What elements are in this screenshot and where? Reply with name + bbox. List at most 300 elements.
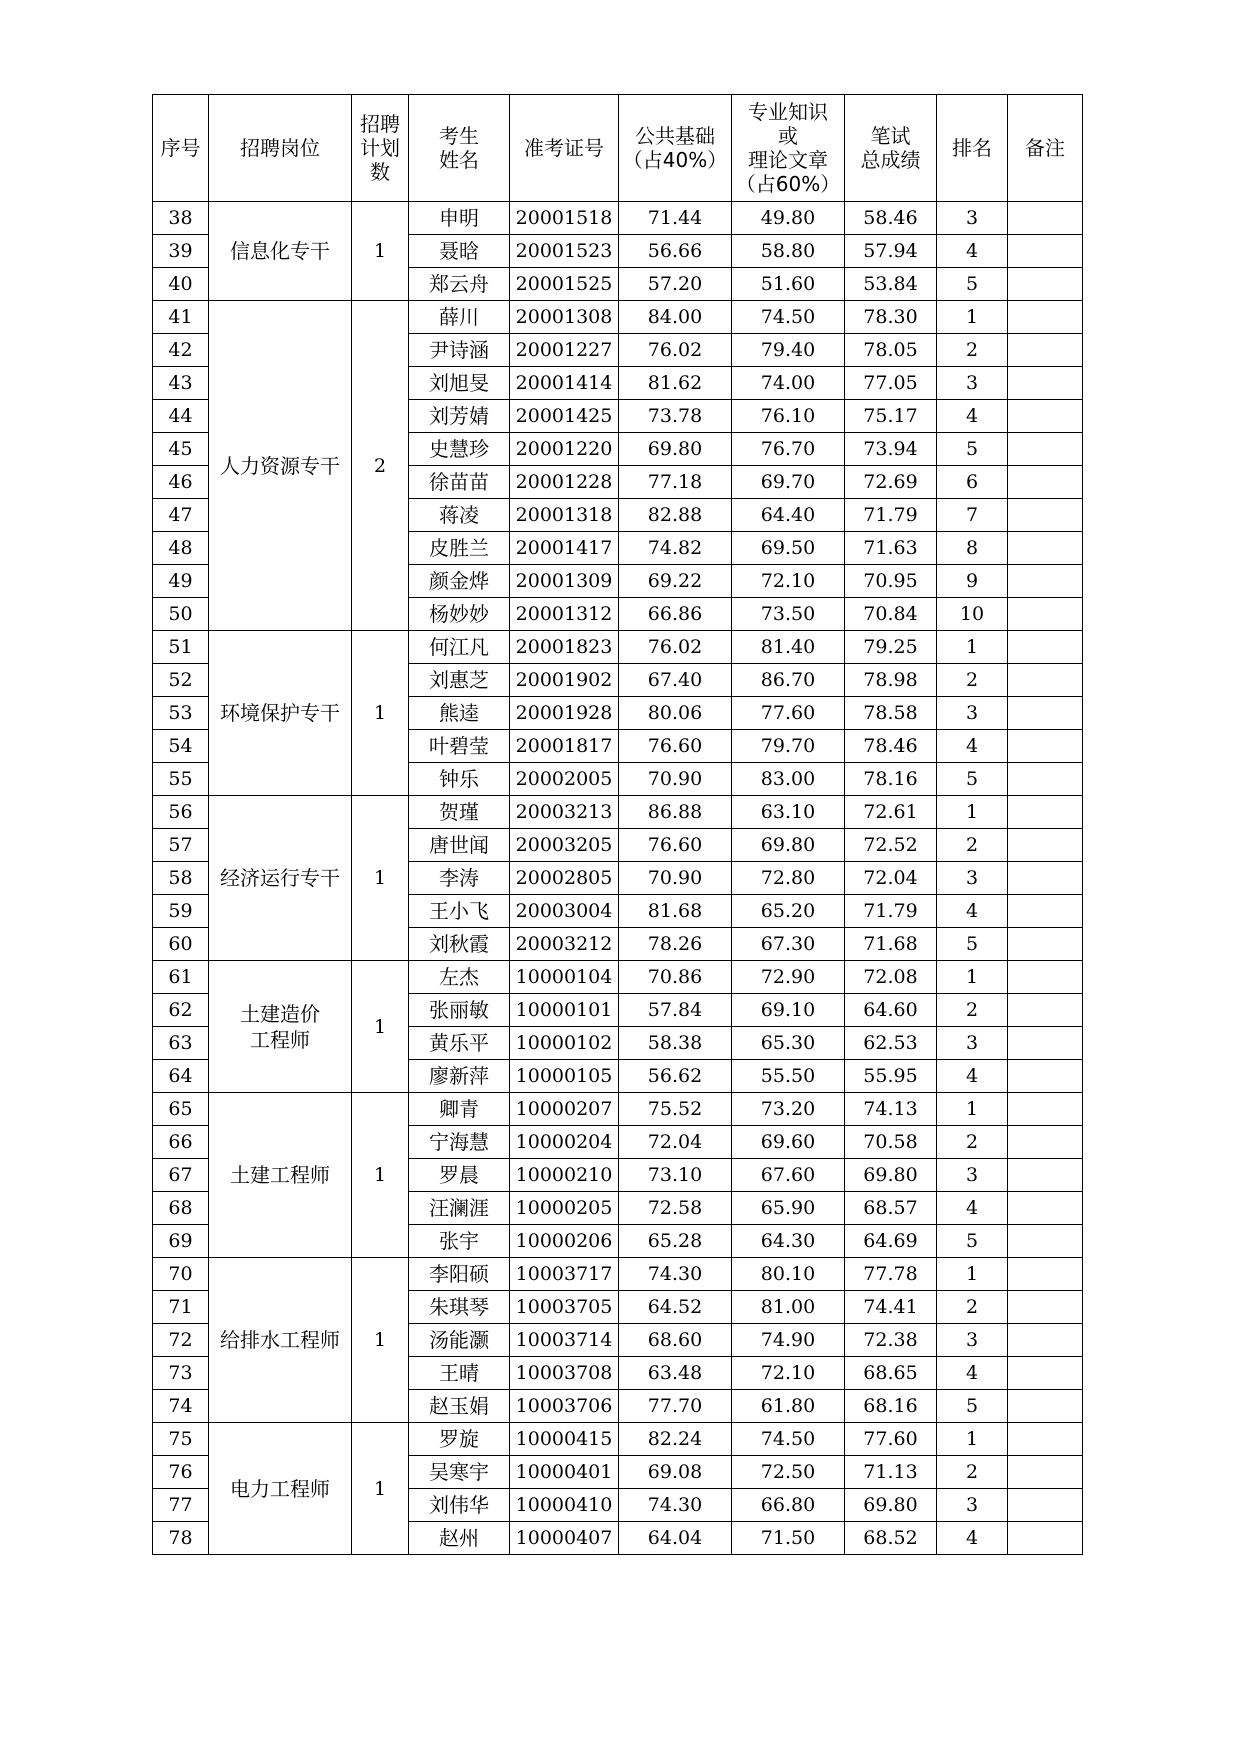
cell-total: 53.84 — [845, 268, 937, 301]
cell-professional: 49.80 — [732, 202, 845, 235]
cell-rank: 5 — [937, 268, 1008, 301]
cell-post: 环境保护专干 — [209, 631, 352, 796]
cell-rank: 4 — [937, 895, 1008, 928]
cell-name: 李涛 — [409, 862, 510, 895]
cell-seq: 51 — [153, 631, 209, 664]
cell-name: 叶碧莹 — [409, 730, 510, 763]
cell-professional: 65.90 — [732, 1192, 845, 1225]
cell-name: 罗旋 — [409, 1423, 510, 1456]
cell-ticket: 10003706 — [510, 1390, 619, 1423]
cell-total: 78.16 — [845, 763, 937, 796]
header-total: 笔试 总成绩 — [845, 95, 937, 202]
cell-remark — [1008, 532, 1083, 565]
cell-remark — [1008, 1225, 1083, 1258]
cell-professional: 81.40 — [732, 631, 845, 664]
table-row — [153, 1258, 1083, 1291]
cell-ticket: 20001928 — [510, 697, 619, 730]
cell-rank: 4 — [937, 1192, 1008, 1225]
cell-name: 刘伟华 — [409, 1489, 510, 1522]
cell-total: 72.04 — [845, 862, 937, 895]
cell-plan: 1 — [352, 1093, 409, 1258]
cell-seq: 55 — [153, 763, 209, 796]
cell-name: 刘芳婧 — [409, 400, 510, 433]
cell-professional: 55.50 — [732, 1060, 845, 1093]
cell-rank: 5 — [937, 763, 1008, 796]
cell-seq: 74 — [153, 1390, 209, 1423]
cell-public: 72.58 — [619, 1192, 732, 1225]
cell-total: 70.58 — [845, 1126, 937, 1159]
cell-total: 71.13 — [845, 1456, 937, 1489]
cell-remark — [1008, 433, 1083, 466]
cell-total: 72.61 — [845, 796, 937, 829]
cell-rank: 2 — [937, 994, 1008, 1027]
cell-name: 尹诗涵 — [409, 334, 510, 367]
cell-seq: 57 — [153, 829, 209, 862]
cell-remark — [1008, 1126, 1083, 1159]
score-table-body — [153, 202, 1083, 1555]
cell-ticket: 10000101 — [510, 994, 619, 1027]
cell-ticket: 10000206 — [510, 1225, 619, 1258]
cell-professional: 71.50 — [732, 1522, 845, 1555]
cell-remark — [1008, 697, 1083, 730]
cell-professional: 69.80 — [732, 829, 845, 862]
cell-rank: 4 — [937, 235, 1008, 268]
cell-plan: 1 — [352, 631, 409, 796]
cell-remark — [1008, 862, 1083, 895]
cell-rank: 2 — [937, 829, 1008, 862]
cell-public: 72.04 — [619, 1126, 732, 1159]
cell-name: 王晴 — [409, 1357, 510, 1390]
cell-rank: 2 — [937, 1456, 1008, 1489]
cell-rank: 8 — [937, 532, 1008, 565]
cell-rank: 3 — [937, 202, 1008, 235]
cell-ticket: 20001318 — [510, 499, 619, 532]
cell-remark — [1008, 1159, 1083, 1192]
cell-remark — [1008, 1324, 1083, 1357]
cell-remark — [1008, 598, 1083, 631]
cell-total: 78.05 — [845, 334, 937, 367]
cell-seq: 68 — [153, 1192, 209, 1225]
cell-total: 69.80 — [845, 1489, 937, 1522]
cell-seq: 76 — [153, 1456, 209, 1489]
cell-seq: 70 — [153, 1258, 209, 1291]
cell-total: 69.80 — [845, 1159, 937, 1192]
cell-seq: 59 — [153, 895, 209, 928]
cell-name: 徐苗苗 — [409, 466, 510, 499]
cell-public: 84.00 — [619, 301, 732, 334]
cell-rank: 9 — [937, 565, 1008, 598]
cell-rank: 1 — [937, 796, 1008, 829]
cell-public: 64.52 — [619, 1291, 732, 1324]
header-ticket: 准考证号 — [510, 95, 619, 202]
cell-remark — [1008, 565, 1083, 598]
header-seq: 序号 — [153, 95, 209, 202]
cell-professional: 76.10 — [732, 400, 845, 433]
cell-remark — [1008, 1060, 1083, 1093]
score-table — [152, 94, 1083, 1555]
cell-remark — [1008, 334, 1083, 367]
cell-total: 72.08 — [845, 961, 937, 994]
cell-total: 70.84 — [845, 598, 937, 631]
cell-seq: 65 — [153, 1093, 209, 1126]
score-table-page — [152, 94, 1083, 1555]
cell-name: 宁海慧 — [409, 1126, 510, 1159]
cell-rank: 10 — [937, 598, 1008, 631]
cell-public: 82.88 — [619, 499, 732, 532]
cell-ticket: 20001414 — [510, 367, 619, 400]
cell-ticket: 10000204 — [510, 1126, 619, 1159]
cell-name: 刘旭旻 — [409, 367, 510, 400]
cell-total: 78.58 — [845, 697, 937, 730]
cell-public: 76.02 — [619, 631, 732, 664]
cell-total: 78.46 — [845, 730, 937, 763]
cell-professional: 72.90 — [732, 961, 845, 994]
cell-public: 63.48 — [619, 1357, 732, 1390]
cell-remark — [1008, 1489, 1083, 1522]
cell-post: 人力资源专干 — [209, 301, 352, 631]
cell-professional: 74.50 — [732, 1423, 845, 1456]
cell-seq: 47 — [153, 499, 209, 532]
cell-ticket: 20001523 — [510, 235, 619, 268]
header-row — [153, 95, 1083, 202]
cell-plan: 1 — [352, 1258, 409, 1423]
cell-public: 71.44 — [619, 202, 732, 235]
cell-seq: 69 — [153, 1225, 209, 1258]
cell-seq: 41 — [153, 301, 209, 334]
cell-public: 65.28 — [619, 1225, 732, 1258]
cell-rank: 2 — [937, 1126, 1008, 1159]
cell-rank: 5 — [937, 1225, 1008, 1258]
cell-professional: 63.10 — [732, 796, 845, 829]
cell-remark — [1008, 928, 1083, 961]
cell-rank: 4 — [937, 1060, 1008, 1093]
cell-public: 69.08 — [619, 1456, 732, 1489]
cell-professional: 64.30 — [732, 1225, 845, 1258]
cell-public: 57.84 — [619, 994, 732, 1027]
cell-ticket: 20001220 — [510, 433, 619, 466]
cell-rank: 5 — [937, 433, 1008, 466]
cell-public: 81.62 — [619, 367, 732, 400]
cell-rank: 1 — [937, 961, 1008, 994]
cell-rank: 7 — [937, 499, 1008, 532]
cell-name: 王小飞 — [409, 895, 510, 928]
cell-name: 唐世闻 — [409, 829, 510, 862]
cell-total: 74.41 — [845, 1291, 937, 1324]
cell-name: 张宇 — [409, 1225, 510, 1258]
cell-seq: 39 — [153, 235, 209, 268]
cell-seq: 38 — [153, 202, 209, 235]
cell-remark — [1008, 235, 1083, 268]
table-row — [153, 202, 1083, 235]
cell-total: 68.52 — [845, 1522, 937, 1555]
cell-professional: 79.70 — [732, 730, 845, 763]
cell-public: 68.60 — [619, 1324, 732, 1357]
cell-public: 56.62 — [619, 1060, 732, 1093]
cell-professional: 73.50 — [732, 598, 845, 631]
cell-remark — [1008, 994, 1083, 1027]
cell-ticket: 20001417 — [510, 532, 619, 565]
cell-post: 经济运行专干 — [209, 796, 352, 961]
cell-total: 78.30 — [845, 301, 937, 334]
cell-total: 55.95 — [845, 1060, 937, 1093]
cell-public: 78.26 — [619, 928, 732, 961]
cell-professional: 65.30 — [732, 1027, 845, 1060]
cell-rank: 5 — [937, 1390, 1008, 1423]
cell-post: 信息化专干 — [209, 202, 352, 301]
cell-ticket: 20001309 — [510, 565, 619, 598]
cell-remark — [1008, 796, 1083, 829]
cell-remark — [1008, 631, 1083, 664]
cell-name: 李阳硕 — [409, 1258, 510, 1291]
cell-professional: 67.60 — [732, 1159, 845, 1192]
cell-name: 朱琪琴 — [409, 1291, 510, 1324]
cell-seq: 43 — [153, 367, 209, 400]
cell-rank: 1 — [937, 1093, 1008, 1126]
cell-rank: 3 — [937, 1489, 1008, 1522]
cell-ticket: 20003004 — [510, 895, 619, 928]
cell-public: 81.68 — [619, 895, 732, 928]
cell-professional: 74.90 — [732, 1324, 845, 1357]
header-remark: 备注 — [1008, 95, 1083, 202]
cell-seq: 42 — [153, 334, 209, 367]
cell-ticket: 10003705 — [510, 1291, 619, 1324]
cell-rank: 3 — [937, 367, 1008, 400]
cell-total: 73.94 — [845, 433, 937, 466]
cell-total: 77.05 — [845, 367, 937, 400]
cell-professional: 69.70 — [732, 466, 845, 499]
cell-name: 钟乐 — [409, 763, 510, 796]
cell-public: 69.80 — [619, 433, 732, 466]
cell-name: 刘惠芝 — [409, 664, 510, 697]
cell-seq: 46 — [153, 466, 209, 499]
cell-seq: 44 — [153, 400, 209, 433]
cell-seq: 61 — [153, 961, 209, 994]
cell-seq: 52 — [153, 664, 209, 697]
cell-seq: 78 — [153, 1522, 209, 1555]
cell-remark — [1008, 1522, 1083, 1555]
cell-remark — [1008, 1258, 1083, 1291]
cell-name: 熊逵 — [409, 697, 510, 730]
cell-public: 57.20 — [619, 268, 732, 301]
cell-public: 64.04 — [619, 1522, 732, 1555]
cell-ticket: 10000401 — [510, 1456, 619, 1489]
cell-post: 给排水工程师 — [209, 1258, 352, 1423]
cell-total: 78.98 — [845, 664, 937, 697]
cell-name: 廖新萍 — [409, 1060, 510, 1093]
cell-public: 70.90 — [619, 862, 732, 895]
cell-seq: 48 — [153, 532, 209, 565]
cell-rank: 2 — [937, 1291, 1008, 1324]
cell-rank: 1 — [937, 1423, 1008, 1456]
table-row — [153, 1093, 1083, 1126]
cell-remark — [1008, 961, 1083, 994]
cell-ticket: 20001228 — [510, 466, 619, 499]
cell-remark — [1008, 466, 1083, 499]
cell-professional: 72.50 — [732, 1456, 845, 1489]
cell-public: 58.38 — [619, 1027, 732, 1060]
cell-remark — [1008, 763, 1083, 796]
header-public: 公共基础 （占40%） — [619, 95, 732, 202]
cell-professional: 64.40 — [732, 499, 845, 532]
cell-ticket: 10000407 — [510, 1522, 619, 1555]
cell-professional: 79.40 — [732, 334, 845, 367]
cell-seq: 71 — [153, 1291, 209, 1324]
cell-public: 56.66 — [619, 235, 732, 268]
cell-name: 左杰 — [409, 961, 510, 994]
cell-professional: 80.10 — [732, 1258, 845, 1291]
cell-remark — [1008, 400, 1083, 433]
cell-remark — [1008, 1093, 1083, 1126]
cell-ticket: 20001823 — [510, 631, 619, 664]
cell-remark — [1008, 1192, 1083, 1225]
cell-total: 71.68 — [845, 928, 937, 961]
table-row — [153, 796, 1083, 829]
cell-seq: 54 — [153, 730, 209, 763]
cell-remark — [1008, 730, 1083, 763]
cell-total: 72.69 — [845, 466, 937, 499]
cell-remark — [1008, 664, 1083, 697]
cell-rank: 4 — [937, 730, 1008, 763]
cell-seq: 45 — [153, 433, 209, 466]
cell-rank: 3 — [937, 1159, 1008, 1192]
cell-total: 71.79 — [845, 895, 937, 928]
cell-rank: 5 — [937, 928, 1008, 961]
header-post: 招聘岗位 — [209, 95, 352, 202]
cell-public: 69.22 — [619, 565, 732, 598]
cell-total: 68.16 — [845, 1390, 937, 1423]
cell-professional: 65.20 — [732, 895, 845, 928]
cell-total: 57.94 — [845, 235, 937, 268]
cell-professional: 73.20 — [732, 1093, 845, 1126]
cell-plan: 1 — [352, 202, 409, 301]
cell-name: 蒋凌 — [409, 499, 510, 532]
cell-ticket: 10003708 — [510, 1357, 619, 1390]
cell-name: 汤能灏 — [409, 1324, 510, 1357]
cell-ticket: 10000102 — [510, 1027, 619, 1060]
cell-seq: 73 — [153, 1357, 209, 1390]
cell-ticket: 10000210 — [510, 1159, 619, 1192]
cell-total: 72.52 — [845, 829, 937, 862]
cell-name: 卿青 — [409, 1093, 510, 1126]
cell-ticket: 20001308 — [510, 301, 619, 334]
cell-name: 赵州 — [409, 1522, 510, 1555]
cell-plan: 1 — [352, 961, 409, 1093]
cell-professional: 72.10 — [732, 565, 845, 598]
cell-professional: 66.80 — [732, 1489, 845, 1522]
cell-rank: 6 — [937, 466, 1008, 499]
header-professional: 专业知识 或 理论文章 （占60%） — [732, 95, 845, 202]
cell-ticket: 20003213 — [510, 796, 619, 829]
cell-rank: 3 — [937, 862, 1008, 895]
cell-public: 74.30 — [619, 1489, 732, 1522]
cell-rank: 2 — [937, 334, 1008, 367]
cell-total: 68.65 — [845, 1357, 937, 1390]
cell-total: 72.38 — [845, 1324, 937, 1357]
cell-rank: 3 — [937, 1027, 1008, 1060]
cell-total: 58.46 — [845, 202, 937, 235]
cell-seq: 72 — [153, 1324, 209, 1357]
cell-ticket: 20001312 — [510, 598, 619, 631]
cell-ticket: 10003714 — [510, 1324, 619, 1357]
cell-ticket: 10000205 — [510, 1192, 619, 1225]
cell-professional: 69.50 — [732, 532, 845, 565]
cell-professional: 67.30 — [732, 928, 845, 961]
cell-name: 申明 — [409, 202, 510, 235]
cell-name: 聂晗 — [409, 235, 510, 268]
cell-remark — [1008, 1456, 1083, 1489]
cell-seq: 77 — [153, 1489, 209, 1522]
cell-ticket: 20001525 — [510, 268, 619, 301]
cell-ticket: 20001518 — [510, 202, 619, 235]
cell-remark — [1008, 1423, 1083, 1456]
cell-total: 64.69 — [845, 1225, 937, 1258]
header-plan: 招聘 计划 数 — [352, 95, 409, 202]
cell-rank: 2 — [937, 664, 1008, 697]
cell-remark — [1008, 367, 1083, 400]
cell-ticket: 10000415 — [510, 1423, 619, 1456]
cell-ticket: 20001425 — [510, 400, 619, 433]
cell-public: 73.10 — [619, 1159, 732, 1192]
cell-seq: 64 — [153, 1060, 209, 1093]
cell-professional: 72.10 — [732, 1357, 845, 1390]
cell-seq: 62 — [153, 994, 209, 1027]
cell-public: 76.02 — [619, 334, 732, 367]
cell-public: 76.60 — [619, 829, 732, 862]
cell-seq: 66 — [153, 1126, 209, 1159]
cell-name: 吴寒宇 — [409, 1456, 510, 1489]
cell-public: 82.24 — [619, 1423, 732, 1456]
cell-rank: 1 — [937, 631, 1008, 664]
cell-name: 郑云舟 — [409, 268, 510, 301]
cell-remark — [1008, 1390, 1083, 1423]
cell-ticket: 20001817 — [510, 730, 619, 763]
cell-total: 74.13 — [845, 1093, 937, 1126]
cell-ticket: 20001227 — [510, 334, 619, 367]
cell-post: 电力工程师 — [209, 1423, 352, 1555]
cell-rank: 4 — [937, 1522, 1008, 1555]
cell-professional: 69.60 — [732, 1126, 845, 1159]
cell-seq: 75 — [153, 1423, 209, 1456]
cell-public: 86.88 — [619, 796, 732, 829]
cell-name: 刘秋霞 — [409, 928, 510, 961]
cell-remark — [1008, 1027, 1083, 1060]
cell-total: 71.79 — [845, 499, 937, 532]
cell-public: 75.52 — [619, 1093, 732, 1126]
cell-rank: 1 — [937, 301, 1008, 334]
cell-professional: 72.80 — [732, 862, 845, 895]
cell-post: 土建工程师 — [209, 1093, 352, 1258]
cell-plan: 1 — [352, 796, 409, 961]
cell-remark — [1008, 895, 1083, 928]
cell-public: 80.06 — [619, 697, 732, 730]
cell-public: 77.70 — [619, 1390, 732, 1423]
cell-professional: 83.00 — [732, 763, 845, 796]
cell-name: 张丽敏 — [409, 994, 510, 1027]
cell-remark — [1008, 202, 1083, 235]
cell-name: 薛川 — [409, 301, 510, 334]
cell-professional: 51.60 — [732, 268, 845, 301]
cell-seq: 50 — [153, 598, 209, 631]
cell-remark — [1008, 268, 1083, 301]
cell-seq: 58 — [153, 862, 209, 895]
cell-professional: 69.10 — [732, 994, 845, 1027]
cell-name: 颜金烨 — [409, 565, 510, 598]
cell-plan: 1 — [352, 1423, 409, 1555]
cell-plan: 2 — [352, 301, 409, 631]
table-row — [153, 1423, 1083, 1456]
cell-remark — [1008, 301, 1083, 334]
cell-public: 67.40 — [619, 664, 732, 697]
